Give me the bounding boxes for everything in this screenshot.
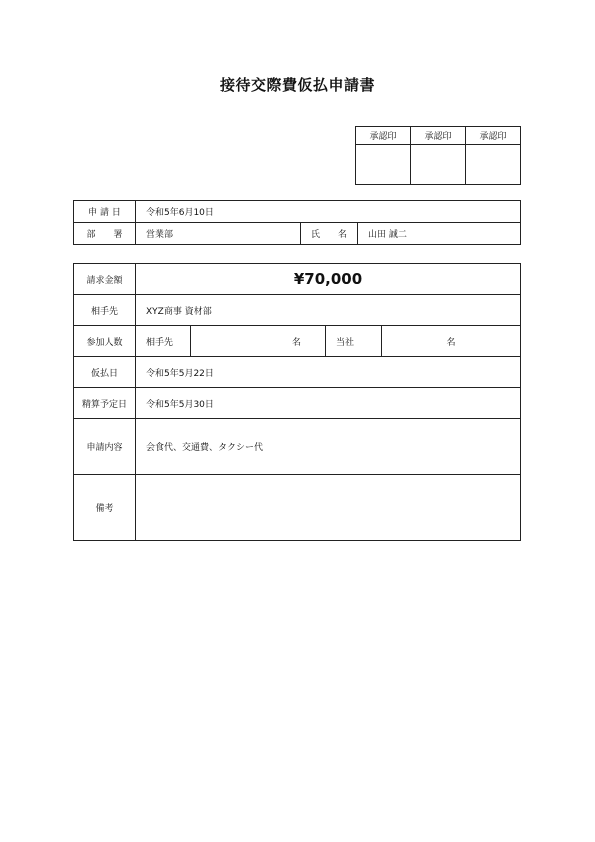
settlement-date-field[interactable]: 令和5年5月30日 (136, 388, 521, 419)
remarks-label: 備考 (74, 475, 136, 541)
advance-date-label: 仮払日 (74, 357, 136, 388)
approval-stamp-box-1[interactable] (356, 145, 411, 185)
amount-label: 請求金額 (74, 264, 136, 295)
partner-field[interactable]: XYZ商事 資材部 (136, 295, 521, 326)
applicant-info-table (73, 200, 521, 245)
remarks-field[interactable] (136, 475, 521, 541)
approval-stamp-box-3[interactable] (466, 145, 521, 185)
approval-stamp-label-3: 承認印 (466, 127, 521, 145)
advance-date-field[interactable]: 令和5年5月22日 (136, 357, 521, 388)
document-title: 接待交際費仮払申請書 (219, 76, 375, 94)
department-label: 部 署 (74, 223, 136, 245)
amount-field[interactable]: ¥70,000 (136, 264, 521, 295)
department-field[interactable]: 営業部 (136, 223, 301, 245)
content-field[interactable]: 会食代、交通費、タクシー代 (136, 419, 521, 475)
name-label: 氏 名 (301, 223, 358, 245)
settlement-date-label: 精算予定日 (74, 388, 136, 419)
approval-stamp-box-2[interactable] (411, 145, 466, 185)
attendees-own-field[interactable]: 名 (382, 326, 521, 357)
attendees-own-label: 当社 (326, 326, 382, 357)
apply-date-field[interactable]: 令和5年6月10日 (136, 201, 521, 223)
name-field[interactable]: 山田 誠二 (358, 223, 521, 245)
attendees-label: 参加人数 (74, 326, 136, 357)
approval-stamp-label-1: 承認印 (356, 127, 411, 145)
attendees-partner-label: 相手先 (136, 326, 191, 357)
apply-date-label: 申 請 日 (74, 201, 136, 223)
attendees-partner-field[interactable]: 名 (191, 326, 326, 357)
content-label: 申請内容 (74, 419, 136, 475)
application-detail-table (73, 263, 521, 541)
partner-label: 相手先 (74, 295, 136, 326)
approval-stamp-label-2: 承認印 (411, 127, 466, 145)
approval-stamp-table (355, 126, 521, 185)
